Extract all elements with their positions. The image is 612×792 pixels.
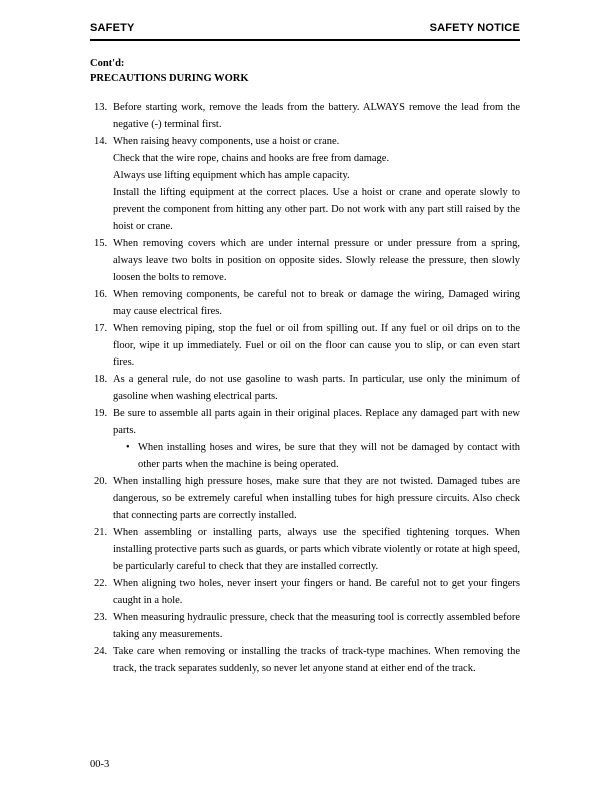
page-header: [90, 22, 520, 41]
item-number: 20.: [94, 476, 108, 487]
list-item: [90, 99, 520, 133]
item-body: [113, 99, 520, 133]
item-paragraph: When raising heavy components, use a hoist or crane.: [113, 136, 340, 147]
list-item: [90, 473, 520, 524]
item-number: 18.: [94, 374, 108, 385]
list-item: [90, 286, 520, 320]
page-footer: [90, 759, 109, 770]
item-body: [113, 405, 520, 473]
item-number: 14.: [94, 136, 108, 147]
item-paragraph: Take care when removing or installing the tracks of track-type machines. When removing the track, the track separates suddenly, so never let anyone stand at either end of the track.: [113, 646, 520, 674]
item-paragraph: When aligning two holes, never insert your fingers or hand. Be careful not to get your fingers caught in a hole.: [113, 578, 520, 606]
section-intro: [90, 56, 520, 86]
list-item: [90, 405, 520, 473]
item-paragraph: When installing high pressure hoses, make sure that they are not twisted. Damaged tubes are dangerous, so be extremely careful when installing tubes for high pressure circuits. Also check that connecting parts are correctly installed.: [113, 476, 520, 521]
item-paragraph: Be sure to assemble all parts again in their original places. Replace any damaged part with new parts.: [113, 408, 520, 436]
item-number: 15.: [94, 238, 108, 249]
list-item: [90, 524, 520, 575]
bullet-text: When installing hoses and wires, be sure that they will not be damaged by contact with other parts when the machine is being operated.: [138, 442, 520, 470]
list-item: [90, 643, 520, 677]
item-paragraph: When removing covers which are under internal pressure or under pressure from a spring, always leave two bolts in position on opposite sides. Slowly release the pressure, then slowly loosen the bolts to remove.: [113, 238, 520, 283]
precautions-list: [90, 99, 520, 677]
item-body: [113, 609, 520, 643]
item-body: [113, 643, 520, 677]
header-chapter-label: SAFETY NOTICE: [429, 22, 520, 34]
item-number: 13.: [94, 102, 108, 113]
item-number: 24.: [94, 646, 108, 657]
header-section-label: SAFETY: [90, 22, 135, 34]
item-body: [113, 371, 520, 405]
contd-label: Cont'd:: [90, 58, 125, 69]
item-number: 21.: [94, 527, 108, 538]
item-body: [113, 473, 520, 524]
section-title: PRECAUTIONS DURING WORK: [90, 73, 249, 84]
item-paragraph: When assembling or installing parts, always use the specified tightening torques. When installing protective parts such as guards, or parts which vibrate violently or rotate at high speed, be particularly careful to check that they are installed correctly.: [113, 527, 520, 572]
item-paragraph: Install the lifting equipment at the correct places. Use a hoist or crane and operate slowly to prevent the component from hitting any other part. Do not work with any part still raised by the hoist or crane.: [113, 187, 520, 232]
item-body: [113, 133, 520, 235]
item-body: [113, 320, 520, 371]
item-number: 17.: [94, 323, 108, 334]
list-item: [90, 235, 520, 286]
bullet-item: [113, 439, 520, 473]
item-number: 22.: [94, 578, 108, 589]
bullet-icon: •: [126, 442, 130, 453]
item-body: [113, 235, 520, 286]
item-body: [113, 286, 520, 320]
item-paragraph: When removing components, be careful not to break or damage the wiring, Damaged wiring may cause electrical fires.: [113, 289, 520, 317]
item-paragraph: As a general rule, do not use gasoline to wash parts. In particular, use only the minimum of gasoline when washing electrical parts.: [113, 374, 520, 402]
list-item: [90, 575, 520, 609]
item-paragraph: Always use lifting equipment which has ample capacity.: [113, 170, 350, 181]
list-item: [90, 371, 520, 405]
item-body: [113, 575, 520, 609]
item-paragraph: Before starting work, remove the leads from the battery. ALWAYS remove the lead from the negative (-) terminal first.: [113, 102, 520, 130]
list-item: [90, 320, 520, 371]
item-number: 23.: [94, 612, 108, 623]
item-number: 19.: [94, 408, 108, 419]
item-paragraph: When measuring hydraulic pressure, check that the measuring tool is correctly assembled before taking any measurements.: [113, 612, 520, 640]
list-item: [90, 609, 520, 643]
item-body: [113, 524, 520, 575]
item-paragraph: Check that the wire rope, chains and hooks are free from damage.: [113, 153, 390, 164]
page-number: 00-3: [90, 759, 110, 770]
item-paragraph: When removing piping, stop the fuel or oil from spilling out. If any fuel or oil drips on to the floor, wipe it up immediately. Fuel or oil on the floor can cause you to slip, or can even start fires.: [113, 323, 520, 368]
item-number: 16.: [94, 289, 108, 300]
list-item: [90, 133, 520, 235]
